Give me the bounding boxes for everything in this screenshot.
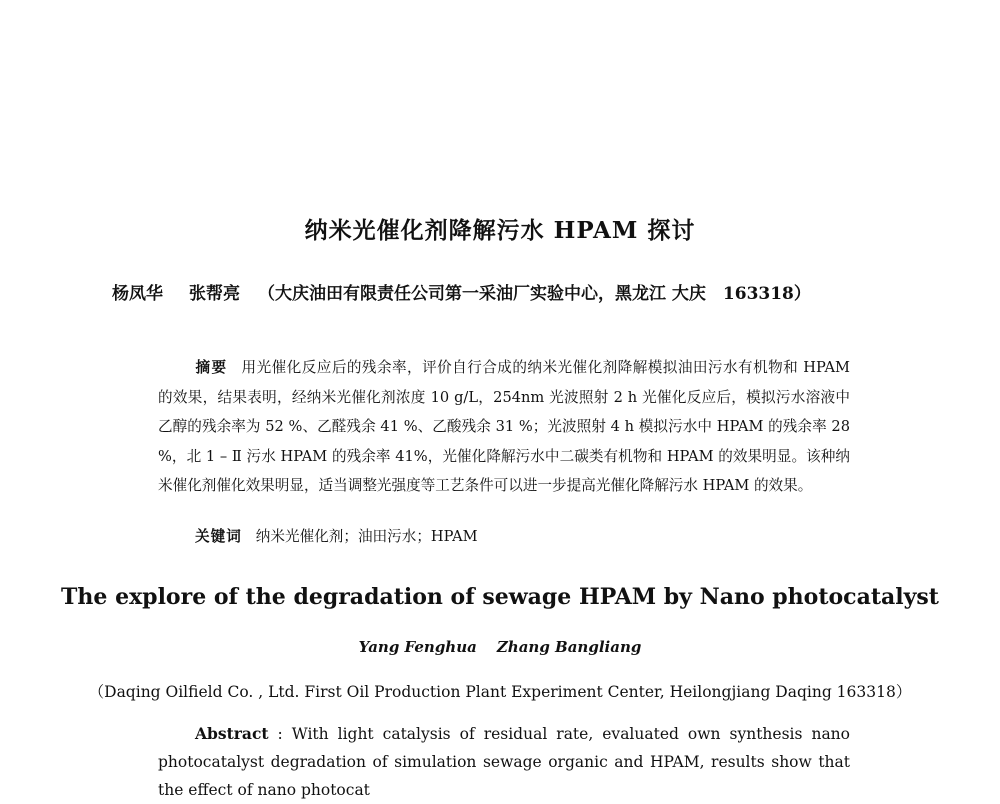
keywords-label-cn: 关键词	[195, 528, 242, 545]
chinese-title: 纳米光催化剂降解污水 HPAM 探讨	[304, 217, 696, 244]
affiliation-cn: （大庆油田有限责任公司第一采油厂实验中心，黑龙江 大庆 163318）	[258, 284, 811, 304]
abstract-text-cn: 用光催化反应后的残余率，评价自行合成的纳米光催化剂降解模拟油田污水有机物和 HPAM 的效果，结果表明，经纳米光催化剂浓度 10 g/L，254nm 光波照射 2 h 光催化反应后，模拟污水溶液中乙醇的残余率为 52 %、乙醛残余 41 %、乙酸残余 31 %；光波照射 4 h 模拟污水中 HPAM 的残余率 28 %，北 1 – Ⅱ 污水 HPAM 的残余率 41%，光催化降解污水中二碳类有机物和 HPAM 的效果明显。该种纳米催化剂催化效果明显，适当调整光强度等工艺条件可以进一步提高光催化降解污水 HPAM 的效果。	[158, 359, 850, 495]
english-title: The explore of the degradation of sewage HPAM by Nano photocatalyst	[61, 584, 939, 610]
english-abstract	[158, 720, 850, 804]
abstract-text-en: : With light catalysis of residual rate, evaluated own synthesis nano photocatalyst degradation of simulation sewage organic and HPAM, results show that the effect of nano photocat	[158, 725, 850, 799]
chinese-abstract	[158, 353, 850, 501]
author-2-en: Zhang Bangliang	[496, 638, 642, 656]
english-authors-line	[0, 638, 1000, 656]
chinese-authors-line	[112, 279, 912, 304]
author-1-cn: 杨凤华	[112, 284, 163, 304]
abstract-label-cn: 摘要	[195, 359, 228, 376]
abstract-label-en: Abstract	[195, 724, 269, 743]
author-1-en: Yang Fenghua	[358, 638, 477, 656]
author-2-cn: 张帮亮	[189, 284, 240, 304]
english-affiliation: （Daqing Oilfield Co. , Ltd. First Oil Production Plant Experiment Center, Heilongjiang Daqing 163318）	[88, 683, 912, 701]
chinese-keywords	[195, 526, 855, 548]
keywords-text-cn: 纳米光催化剂；油田污水；HPAM	[255, 528, 478, 545]
